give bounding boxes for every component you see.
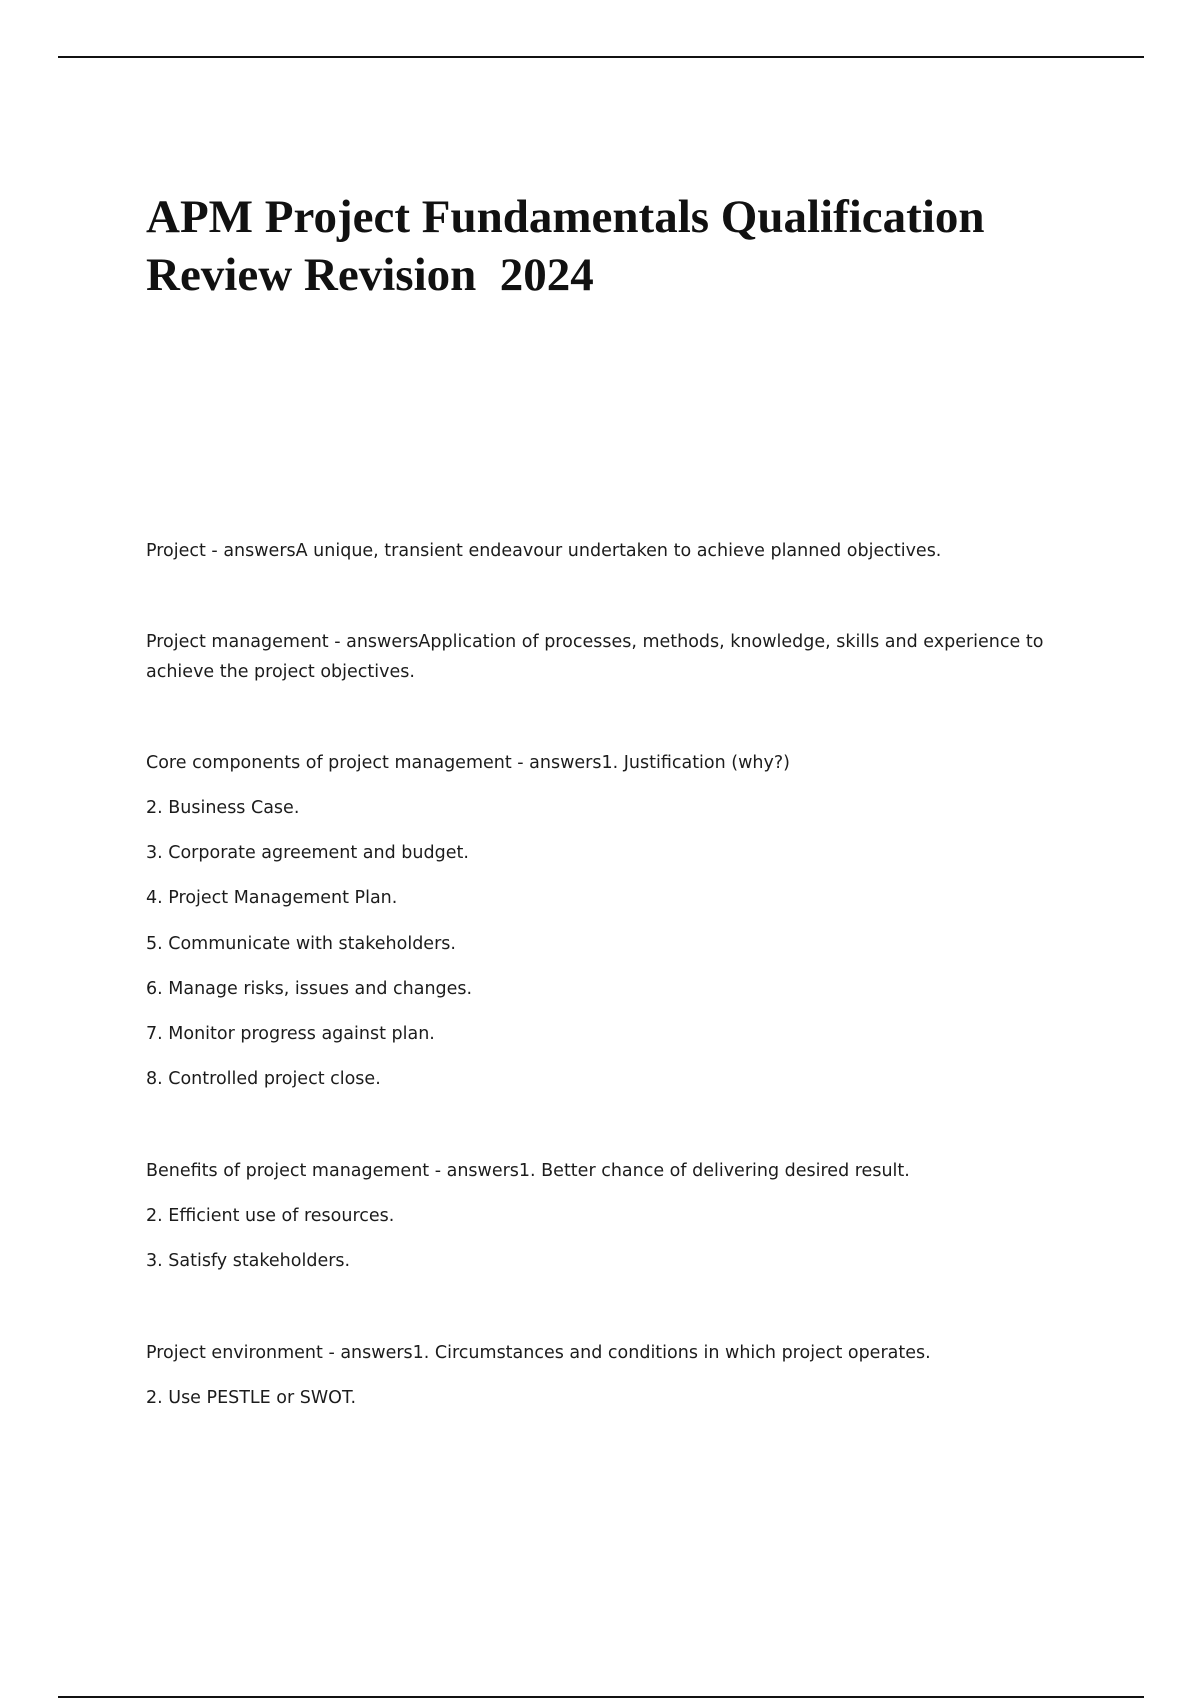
bottom-rule — [58, 1696, 1144, 1698]
list-item: 2. Business Case. — [146, 798, 300, 818]
answer-line: Project - answersA unique, transient endeavour undertaken to achieve planned objectives. — [146, 541, 942, 561]
answer-line: Benefits of project management - answers1. Better chance of delivering desired result. — [146, 1161, 910, 1181]
list-item: 3. Satisfy stakeholders. — [146, 1251, 351, 1271]
answer-line: achieve the project objectives. — [146, 662, 415, 682]
list-item: 3. Corporate agreement and budget. — [146, 843, 469, 863]
top-rule — [58, 56, 1144, 58]
document-title: APM Project Fundamentals Qualification Review Revision 2024 — [146, 191, 985, 301]
list-item: 7. Monitor progress against plan. — [146, 1024, 435, 1044]
answer-line: Core components of project management - answers1. Justification (why?) — [146, 753, 790, 773]
answer-line: Project environment - answers1. Circumstances and conditions in which project operates. — [146, 1343, 931, 1363]
list-item: 2. Use PESTLE or SWOT. — [146, 1388, 357, 1408]
answer-line: Project management - answersApplication of processes, methods, knowledge, skills and experience to — [146, 632, 1044, 652]
list-item: 5. Communicate with stakeholders. — [146, 934, 456, 954]
list-item: 2. Efficient use of resources. — [146, 1206, 395, 1226]
list-item: 6. Manage risks, issues and changes. — [146, 979, 473, 999]
list-item: 4. Project Management Plan. — [146, 888, 398, 908]
list-item: 8. Controlled project close. — [146, 1069, 381, 1089]
